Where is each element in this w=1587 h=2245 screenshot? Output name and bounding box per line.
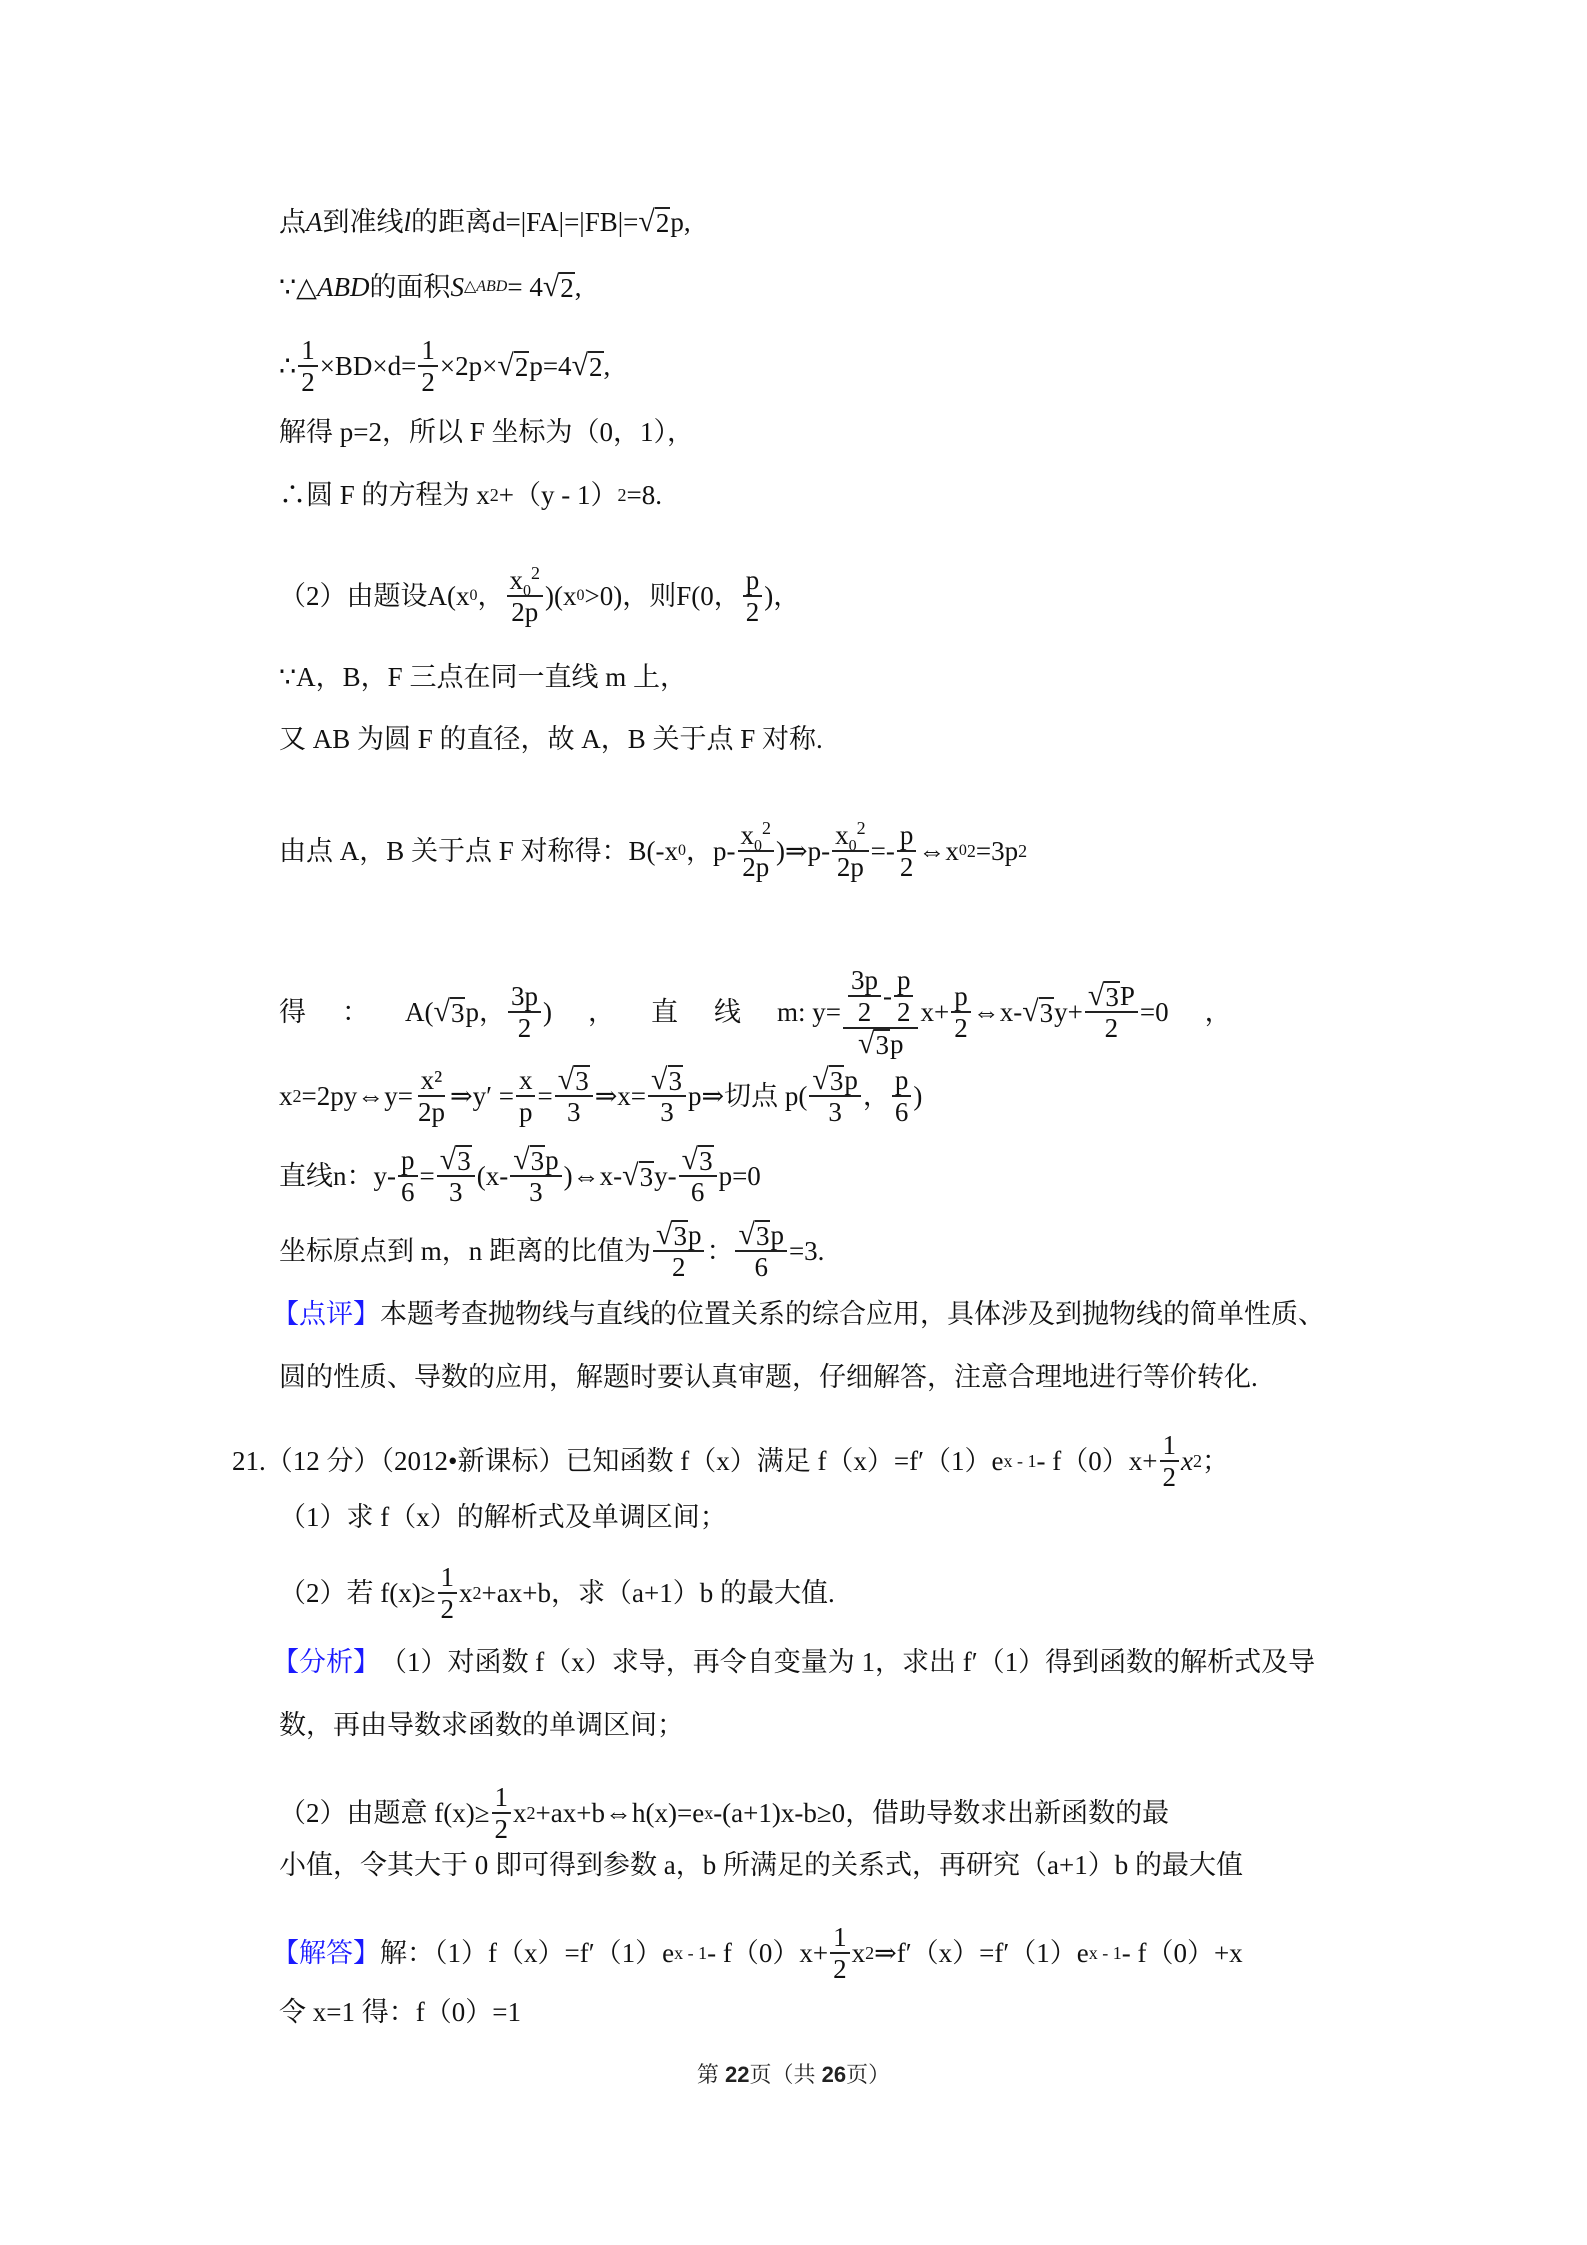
fraction <box>418 335 438 397</box>
subscript: 0 <box>754 837 763 855</box>
text: ： <box>342 997 369 1027</box>
sqrt: √ 3 <box>812 1063 844 1096</box>
numerator <box>555 1065 593 1097</box>
denominator: 2 <box>899 852 914 882</box>
math: =8. <box>626 480 662 510</box>
answer-line-2 <box>279 1995 521 2029</box>
var-p: P <box>1119 981 1135 1011</box>
therefore-symbol: ∴ <box>279 351 297 381</box>
denominator: 2p <box>836 852 864 882</box>
numerator: p <box>398 1145 418 1177</box>
math: x+ <box>920 997 950 1027</box>
page-number: 22 <box>725 2062 750 2087</box>
math: >0)，则F(0， <box>584 581 741 611</box>
numerator <box>679 1145 717 1177</box>
fraction <box>555 1065 593 1127</box>
text: ， <box>477 581 505 611</box>
math: ⇔x- <box>972 997 1023 1027</box>
var-x: x <box>851 1938 866 1968</box>
fraction <box>1160 1430 1180 1492</box>
var-l: l <box>403 207 412 237</box>
analysis-line-2 <box>279 1708 684 1742</box>
numerator: p <box>894 965 914 997</box>
radicand: 3 <box>530 1146 545 1176</box>
question-21-part-2: （2）若 f(x)≥ $\frac{1}{2}$ x 2 +ax+b，求（a+1）b 的最大值. <box>279 1562 835 1624</box>
page-footer <box>0 2058 1587 2089</box>
text: 由点 A，B 关于点 F 对称得： <box>279 836 629 866</box>
math: y- <box>654 1161 677 1191</box>
math: (x- <box>476 1161 509 1191</box>
text: ； <box>1202 1446 1229 1476</box>
sqrt: √ 3 <box>656 1218 687 1251</box>
numerator: 1 <box>418 335 438 367</box>
solution-line-ratio <box>279 1220 824 1282</box>
text: )， <box>764 581 801 611</box>
numerator: x <box>516 1065 536 1097</box>
var-ABD: ABD <box>316 272 370 302</box>
denominator: 2 <box>494 1814 509 1844</box>
math: = <box>537 1081 553 1111</box>
question-21-stem: 21. （12 分）（2012•新课标）已知函数 f（x）满足 f（x）=f′（1）e x - 1 - f（0）x+ $\frac{1}{2}$ x 2 ； <box>232 1430 1229 1492</box>
denominator: 2 <box>1104 1013 1119 1043</box>
math: p⇒切点 p( <box>688 1081 808 1111</box>
solution-line-p-value <box>279 415 694 449</box>
denominator: 3 <box>566 1097 581 1127</box>
radicand: 3 <box>575 1066 589 1096</box>
sqrt: √ 3 <box>433 995 465 1028</box>
math: =0 <box>1139 997 1169 1027</box>
analysis-tag: 【分析】 <box>272 1647 380 1677</box>
denominator: 2 <box>857 997 872 1027</box>
sqrt: √ 2 <box>638 205 670 238</box>
math: A(x <box>427 581 470 611</box>
math: ⇔x <box>918 836 959 866</box>
radicand: 3 <box>639 1162 654 1192</box>
analysis-line-4 <box>279 1848 1243 1882</box>
denominator: 2 <box>833 1954 847 1984</box>
denominator: 3 <box>660 1097 674 1127</box>
numerator: p <box>951 981 971 1013</box>
math: -(a+1)x-b≥0 <box>713 1798 846 1828</box>
denominator: 2 <box>517 1013 532 1043</box>
numerator: 1 <box>1160 1430 1180 1462</box>
answer-tag: 【解答】 <box>272 1938 380 1968</box>
var-x: x <box>835 820 849 850</box>
math: d=|FA|=|FB|= <box>492 207 639 237</box>
analysis-text: ，借助导数求出新函数的最 <box>845 1798 1170 1828</box>
sqrt: √ 3 <box>738 1218 770 1251</box>
math: y+ <box>1054 997 1083 1027</box>
numerator: 1 <box>830 1922 850 1954</box>
radicand: 3 <box>1039 998 1054 1028</box>
text: 线 <box>713 997 741 1027</box>
numerator: x² <box>418 1065 446 1097</box>
math: ⇒y′ = <box>449 1081 514 1111</box>
math: +ax+b⇔h(x)=e <box>535 1798 705 1828</box>
numerator: 1 <box>492 1782 512 1814</box>
numerator <box>507 563 544 600</box>
question-text: （2）若 f(x)≥ <box>279 1578 436 1608</box>
text: 坐标原点到 m，n 距离的比值为 <box>279 1236 652 1266</box>
radicand: 3 <box>1105 982 1119 1012</box>
math: ×2p× <box>439 351 498 381</box>
var-A: A <box>306 207 323 237</box>
radicand: 2 <box>655 208 670 238</box>
text: p, <box>670 207 691 237</box>
fraction <box>832 820 869 882</box>
sqrt: √ 3 <box>439 1143 471 1176</box>
math: )(x <box>545 581 577 611</box>
subscript: 0 <box>523 582 531 600</box>
math: ⇒f′（x）=f′（1）e <box>874 1938 1089 1968</box>
text: ： <box>706 1236 734 1266</box>
math: m: <box>776 997 806 1027</box>
answer-text: 解：（1）f（x）=f′（1）e <box>380 1938 675 1968</box>
text: 直线n：y- <box>279 1161 396 1191</box>
answer-line-1: 【解答】 解：（1）f（x）=f′（1）e x - 1 - f（0）x+ $\frac{1}{2}$ x 2 ⇒f′（x）=f′（1）e x - 1 - f（0）+x <box>272 1922 1243 1984</box>
text: 得 <box>279 997 306 1027</box>
denominator: 2p <box>742 852 770 882</box>
numerator <box>832 818 869 855</box>
math: - f（0）x+ <box>707 1938 829 1968</box>
radicand: 3 <box>457 1146 471 1176</box>
math: p=0 <box>718 1161 761 1191</box>
text: 解得 p=2，所以 F 坐标为（0，1）， <box>279 417 694 447</box>
fraction <box>516 1065 536 1127</box>
math: y= <box>812 997 841 1027</box>
analysis-text: （2）由题意 f(x)≥ <box>279 1798 490 1828</box>
footer-text: 页（共 <box>749 2062 822 2087</box>
text: , <box>603 351 611 381</box>
superscript: 2 <box>856 818 866 838</box>
denominator: 2 <box>954 1013 968 1043</box>
math: ，p- <box>686 836 736 866</box>
question-21-part-1 <box>279 1500 727 1534</box>
math: p=4 <box>529 351 572 381</box>
fraction <box>892 1065 912 1127</box>
fraction <box>894 965 914 1027</box>
math: - f（0）+x <box>1121 1938 1243 1968</box>
fraction <box>843 965 919 1059</box>
text: 点 <box>279 207 306 237</box>
fraction <box>415 1065 448 1127</box>
analysis-line-1 <box>272 1645 1315 1679</box>
comment-line-2 <box>279 1360 1258 1394</box>
fraction <box>848 965 881 1027</box>
var-p: p <box>770 1220 784 1250</box>
numerator: 3p <box>508 981 541 1013</box>
solution-line-tangent: x 2 =2py⇔y= $\frac{\text{x²}}{2p}$ ⇒y′ = $\frac{x}{p}$ = √ 3 3 ⇒x= √ 3 3 p⇒切点 p( √ 3 p 3 ， $\frac{p}{6}$ ) <box>279 1063 923 1127</box>
text: , <box>574 272 582 302</box>
sqrt: √ 3 <box>857 1027 889 1060</box>
radicand: 3 <box>755 1221 770 1251</box>
solution-line-line-n <box>279 1145 761 1207</box>
solution-line-distance <box>279 205 691 239</box>
math: =3p <box>975 836 1019 866</box>
fraction <box>653 1220 704 1282</box>
denominator: 2p <box>417 1097 445 1127</box>
fraction <box>398 1145 418 1207</box>
denominator: 3 <box>448 1177 463 1207</box>
denominator: 2 <box>1162 1462 1177 1492</box>
sqrt: √ 3 <box>622 1159 654 1192</box>
numerator: p <box>892 1065 912 1097</box>
numerator: $\frac{3p}{2}$ - $\frac{p}{2}$ <box>843 965 919 1029</box>
text: ， <box>862 1081 890 1111</box>
var-p: p <box>889 1029 904 1059</box>
denominator: 6 <box>690 1177 705 1207</box>
analysis-text: 小值，令其大于 0 即可得到参数 a，b 所满足的关系式，再研究（a+1）b 的最大值 <box>279 1850 1243 1880</box>
math: - f（0）x+ <box>1036 1446 1158 1476</box>
numerator <box>510 1145 561 1177</box>
numerator: 1 <box>438 1562 458 1594</box>
sqrt: √ 3 <box>651 1063 683 1096</box>
solution-line-symmetry: 由点 A，B 关于点 F 对称得： B(-x 0 ，p- $\frac{x_0^2}{2p}$ )⇒p- $\frac{x_0^2}{2p}$ =- $\frac{p}{2}$ ⇔x 0 2 =3p 2 <box>279 818 1028 882</box>
analysis-text: （1）对函数 f（x）求导，再令自变量为 1，求出 f′（1）得到函数的解析式及导 <box>380 1647 1316 1677</box>
solution-line-circle-equation: ∴圆 F 的方程为 x 2 +（y - 1） 2 =8. <box>279 480 662 510</box>
radicand: 3 <box>699 1146 713 1176</box>
denominator: 3 <box>828 1097 842 1127</box>
comment-text: 圆的性质、导数的应用，解题时要认真审题，仔细解答，注意合理地进行等价转化. <box>279 1362 1258 1392</box>
numerator: 3p <box>848 965 881 997</box>
var-p: p <box>545 1145 559 1175</box>
numerator <box>738 818 775 855</box>
text: 的面积 <box>369 272 451 302</box>
math: = <box>419 1161 435 1191</box>
sqrt: √ 3 <box>557 1063 589 1096</box>
footer-text: 页） <box>846 2062 891 2087</box>
sqrt: √ 2 <box>542 270 574 303</box>
math: ) <box>913 1081 923 1111</box>
fraction <box>507 565 544 627</box>
fraction <box>743 565 763 627</box>
radicand: 2 <box>589 352 603 382</box>
fraction <box>298 335 318 397</box>
question-text: +ax+b，求（a+1）b 的最大值. <box>481 1578 835 1608</box>
text: ， <box>1204 997 1232 1027</box>
analysis-text: 数，再由导数求函数的单调区间； <box>279 1710 684 1740</box>
analysis-line-3: （2）由题意 f(x)≥ $\frac{1}{2}$ x 2 +ax+b⇔h(x)=e x -(a+1)x-b≥0 ，借助导数求出新函数的最 <box>279 1782 1170 1844</box>
superscript: 2 <box>762 818 772 838</box>
denominator: 2 <box>896 997 911 1027</box>
var-p: p <box>844 1065 858 1095</box>
text: （2）由题设 <box>279 581 428 611</box>
fraction <box>437 1145 475 1207</box>
question-number: 21. <box>232 1446 266 1476</box>
sqrt: √ 3 <box>681 1143 713 1176</box>
numerator <box>735 1220 786 1252</box>
fraction <box>510 1145 561 1207</box>
math: =3. <box>788 1236 825 1266</box>
solution-line-collinear <box>279 660 687 694</box>
var-S: S <box>450 272 464 302</box>
numerator: p <box>743 565 763 597</box>
comment-text: 本题考查抛物线与直线的位置关系的综合应用，具体涉及到抛物线的简单性质、 <box>380 1299 1325 1329</box>
math: A( <box>405 997 434 1027</box>
solution-line-line-m <box>279 965 1232 1059</box>
solution-line-area-equation <box>279 335 610 397</box>
numerator: 1 <box>298 335 318 367</box>
var-x: x <box>279 1081 293 1111</box>
math: B(-x <box>628 836 679 866</box>
math: p， <box>465 997 506 1027</box>
numerator <box>1085 981 1138 1013</box>
text: ∵A，B，F 三点在同一直线 m 上， <box>279 662 687 692</box>
numerator <box>653 1220 704 1252</box>
solution-part2-setup: （2）由题设 A(x 0 ， $\frac{x_0^2}{2p}$ )(x 0 >0)，则F(0， $\frac{p}{2}$ )， <box>279 563 801 627</box>
fraction <box>738 820 775 882</box>
denominator: 2 <box>440 1594 455 1624</box>
denominator: 6 <box>754 1252 768 1282</box>
radicand: 3 <box>829 1066 844 1096</box>
fraction <box>830 1922 850 1984</box>
math: =- <box>870 836 895 866</box>
numerator: p <box>897 820 917 852</box>
solution-line-diameter <box>279 722 823 756</box>
question-text: （12 分）（2012•新课标）已知函数 f（x）满足 f（x）=f′（1）e <box>265 1446 1004 1476</box>
sqrt: √ 3 <box>1022 995 1054 1028</box>
solution-line-area: ∵△ ABD 的面积 S △ABD = 4 √ 2 , <box>279 270 582 303</box>
text: 直 <box>650 997 678 1027</box>
denominator: 2 <box>672 1252 686 1282</box>
superscript: 2 <box>531 563 540 583</box>
fraction <box>438 1562 458 1624</box>
question-text: （1）求 f（x）的解析式及单调区间； <box>279 1502 727 1532</box>
math: ⇒x= <box>594 1081 647 1111</box>
fraction <box>679 1145 717 1207</box>
text: 又 AB 为圆 F 的直径，故 A，B 关于点 F 对称. <box>279 724 823 754</box>
denominator: 2 <box>745 597 760 627</box>
denominator: 2 <box>301 367 315 397</box>
denominator <box>855 1029 906 1059</box>
denominator: 2 <box>421 367 435 397</box>
radicand: 2 <box>560 273 574 303</box>
fraction <box>809 1065 860 1127</box>
total-pages: 26 <box>821 2062 847 2087</box>
text: ∴圆 F 的方程为 x <box>279 480 490 510</box>
radicand: 3 <box>450 998 465 1028</box>
fraction <box>508 981 541 1043</box>
math: )⇒p- <box>776 836 831 866</box>
fraction <box>1085 981 1138 1043</box>
denominator: 6 <box>401 1177 415 1207</box>
comment-line-1 <box>272 1297 1325 1331</box>
numerator <box>648 1065 686 1097</box>
math: ×BD×d= <box>319 351 417 381</box>
var-x: x <box>1181 1446 1193 1476</box>
subscript: 0 <box>848 837 857 855</box>
var-x: x <box>513 1798 527 1828</box>
var-x: x <box>509 565 523 595</box>
radicand: 3 <box>875 1030 889 1060</box>
sqrt: √ 3 <box>513 1143 545 1176</box>
numerator <box>809 1065 860 1097</box>
denominator: 3 <box>529 1177 543 1207</box>
text: 的距离 <box>411 207 493 237</box>
fraction <box>492 1782 512 1844</box>
var-x: x <box>459 1578 473 1608</box>
denominator: p <box>518 1097 533 1127</box>
denominator: 6 <box>894 1097 909 1127</box>
numerator <box>437 1145 475 1177</box>
radicand: 3 <box>673 1221 687 1251</box>
math: +（y - 1） <box>498 480 618 510</box>
math: ) <box>542 997 552 1027</box>
radicand: 3 <box>668 1066 683 1096</box>
answer-text: 令 x=1 得：f（0）=1 <box>279 1997 521 2027</box>
fraction <box>951 981 971 1043</box>
sqrt: √ 2 <box>571 349 603 382</box>
math: = 4 <box>507 272 543 302</box>
var-x: x <box>740 820 755 850</box>
sqrt: √ 2 <box>497 349 529 382</box>
math: )⇔x- <box>563 1161 623 1191</box>
math: =2py⇔y= <box>301 1081 413 1111</box>
fraction <box>897 820 917 882</box>
var-p: p <box>687 1220 702 1250</box>
fraction <box>648 1065 686 1127</box>
radicand: 2 <box>514 352 529 382</box>
text: ， <box>587 997 615 1027</box>
comment-tag: 【点评】 <box>272 1299 380 1329</box>
fraction <box>735 1220 786 1282</box>
footer-text: 第 <box>696 2062 725 2087</box>
text: 到准线 <box>322 207 404 237</box>
sqrt: √ 3 <box>1087 979 1119 1012</box>
text: ∵△ <box>279 272 317 302</box>
denominator: 2p <box>511 597 539 627</box>
